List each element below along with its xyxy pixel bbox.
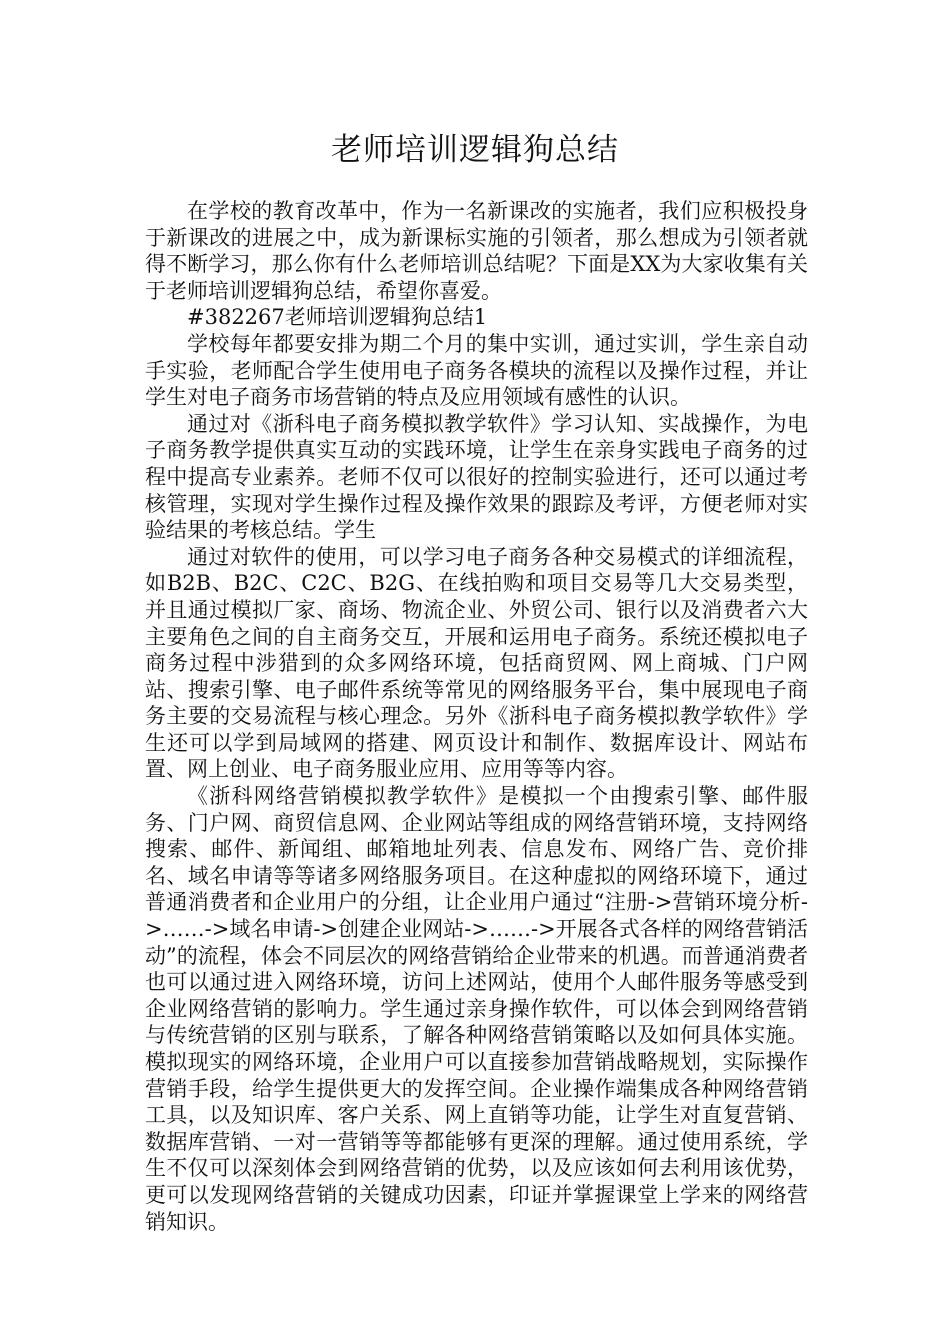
paragraph-intro: 在学校的教育改革中，作为一名新课改的实施者，我们应积极投身于新课改的进展之中，成为新课标实施的引领者，那么想成为引领者就得不断学习，那么你有什么老师培训总结呢？下面是XX为大家收集有关于老师培训逻辑狗总结，希望你喜爱。 [145,199,808,303]
document-body [145,198,808,1235]
paragraph-heading: #382267老师培训逻辑狗总结1 [187,305,488,330]
paragraph: 通过对《浙科电子商务模拟教学软件》学习认知、实战操作，为电子商务教学提供真实互动的实践环境，让学生在亲身实践电子商务的过程中提高专业素养。老师不仅可以很好的控制实验进行，还可以通过考核管理，实现对学生操作过程及操作效果的跟踪及考评，方便老师对实验结果的考核总结。学生 [145,411,808,543]
paragraph: 通过对软件的使用，可以学习电子商务各种交易模式的详细流程，如B2B、B2C、C2C、B2G、在线拍购和项目交易等几大交易类型，并且通过模拟厂家、商场、物流企业、外贸公司、银行以及消费者六大主要角色之间的自主商务交互，开展和运用电子商务。系统还模拟电子商务过程中涉猎到的众多网络环境，包括商贸网、网上商城、门户网站、搜索引擎、电子邮件系统等常见的网络服务平台，集中展现电子商务主要的交易流程与核心理念。另外《浙科电子商务模拟教学软件》学生还可以学到局域网的搭建、网页设计和制作、数据库设计、网站布置、网上创业、电子商务服业应用、应用等等内容。 [145,544,808,782]
paragraph: 《浙科网络营销模拟教学软件》是模拟一个由搜索引擎、邮件服务、门户网、商贸信息网、企业网站等组成的网络营销环境，支持网络搜索、邮件、新闻组、邮箱地址列表、信息发布、网络广告、竞价排名、域名申请等等诸多网络服务项目。在这种虚拟的网络环境下，通过普通消费者和企业用户的分组，让企业用户通过“注册->营销环境分析->……->域名申请->创建企业网站->……->开展各式各样的网络营销活动”的流程，体会不同层次的网络营销给企业带来的机遇。而普通消费者也可以通过进入网络环境，访问上述网站，使用个人邮件服务等感受到企业网络营销的影响力。学生通过亲身操作软件，可以体会到网络营销与传统营销的区别与联系，了解各种网络营销策略以及如何具体实施。模拟现实的网络环境，企业用户可以直接参加营销战略规划，实际操作营销手段，给学生提供更大的发挥空间。企业操作端集成各种网络营销工具，以及知识库、客户关系、网上直销等功能，让学生对直复营销、数据库营销、一对一营销等等都能够有更深的理解。通过使用系统，学生不仅可以深刻体会到网络营销的优势，以及应该如何去利用该优势，更可以发现网络营销的关键成功因素，印证并掌握课堂上学来的网络营销知识。 [145,784,808,1234]
paragraph: 学校每年都要安排为期二个月的集中实训，通过实训，学生亲自动手实验，老师配合学生使用电子商务各模块的流程以及操作过程，并让学生对电子商务市场营销的特点及应用领域有感性的认识。 [145,331,808,410]
document-title: 老师培训逻辑狗总结 [331,132,619,168]
